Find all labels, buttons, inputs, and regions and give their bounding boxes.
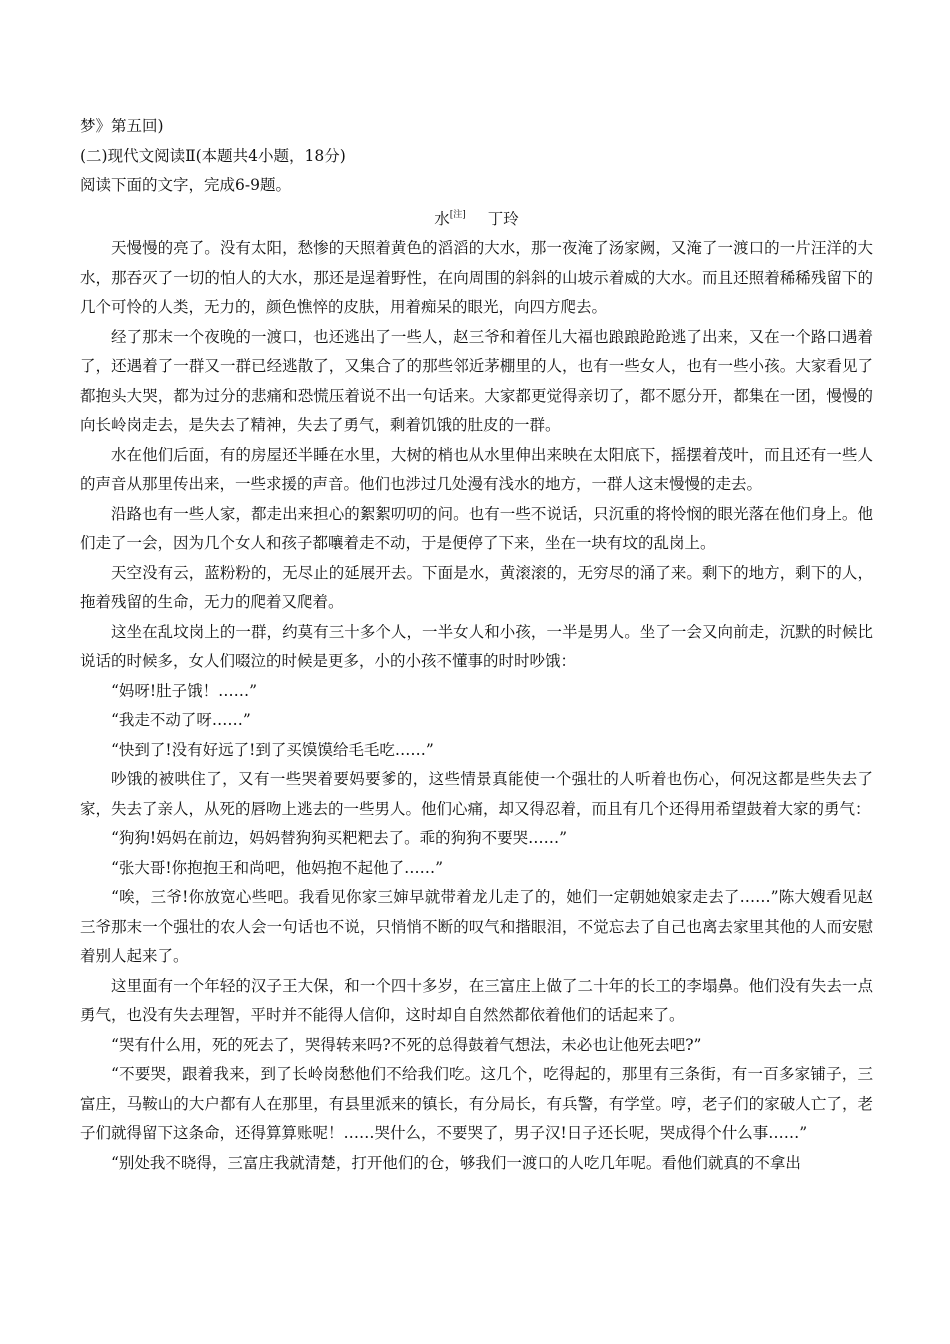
paragraph: “不要哭，跟着我来，到了长岭岗愁他们不给我们吃。这几个，吃得起的，那里有三条街，有一百多家铺子，三富庄，马鞍山的大户都有人在那里，有县里派来的镇长，有分局长，有兵警，有学堂。哼，老子们的家破人亡了，老子们就得留下这条命，还得算算账呢！……哭什么，不要哭了，男子汉!日子还长呢，哭成得个什么事……” bbox=[80, 1065, 873, 1142]
paragraph: 天空没有云，蓝粉粉的，无尽止的延展开去。下面是水，黄滚滚的，无穷尽的涌了来。剩下的地方，剩下的人，拖着残留的生命，无力的爬着又爬着。 bbox=[80, 563, 873, 611]
document-page bbox=[80, 112, 873, 1178]
paragraph: 天慢慢的亮了。没有太阳，愁惨的天照着黄色的滔滔的大水，那一夜淹了汤家阙，又淹了一渡口的一片汪洋的大水，那吞灭了一切的怕人的大水，那还是逞着野性，在向周围的斜斜的山坡示着威的大水。而且还照着稀稀残留下的几个可怜的人类，无力的，颜色憔悴的皮肤，用着痴呆的眼光，向四方爬去。 bbox=[80, 239, 873, 316]
article-title bbox=[80, 201, 873, 235]
paragraph: 沿路也有一些人家，都走出来担心的絮絮叨叨的问。也有一些不说话，只沉重的将怜悯的眼光落在他们身上。他们走了一会，因为几个女人和孩子都嚷着走不动，于是便停了下来，坐在一块有坟的乱岗上。 bbox=[80, 504, 873, 552]
dialogue-line: “狗狗!妈妈在前边，妈妈替狗狗买粑粑去了。乖的狗狗不要哭……” bbox=[111, 829, 568, 847]
dialogue-line: “快到了!没有好远了!到了买馍馍给毛毛吃……” bbox=[111, 740, 434, 759]
paragraph: 这里面有一个年轻的汉子王大保，和一个四十多岁，在三富庄上做了二十年的长工的李塌鼻。他们没有失去一点勇气，也没有失去理智，平时并不能得人信仰，这时却自自然然都依着他们的话起来了。 bbox=[80, 976, 873, 1024]
paragraph: 经了那末一个夜晚的一渡口，也还逃出了一些人，赵三爷和着侄儿大福也踉踉跄跄逃了出来，又在一个路口遇着了，还遇着了一群又一群已经逃散了，又集合了的那些邻近茅棚里的人，也有一些女人，也有一些小孩。大家看见了都抱头大哭，都为过分的悲痛和恐慌压着说不出一句话来。大家都更觉得亲切了，都不愿分开，都集在一团，慢慢的向长岭岗走去，是失去了精神，失去了勇气，剩着饥饿的肚皮的一群。 bbox=[80, 327, 873, 434]
paragraph: 这坐在乱坟岗上的一群，约莫有三十多个人，一半女人和小孩，一半是男人。坐了一会又向前走，沉默的时候比说话的时候多，女人们啜泣的时候是更多，小的小孩不懂事的时时吵饿： bbox=[80, 622, 873, 670]
title-text: 水 bbox=[434, 209, 450, 228]
paragraph: “别处我不晓得，三富庄我就清楚，打开他们的仓，够我们一渡口的人吃几年呢。看他们就真的不拿出 bbox=[111, 1153, 801, 1172]
paragraph: 水在他们后面，有的房屋还半睡在水里，大树的梢也从水里伸出来映在太阳底下，摇摆着茂叶，而且还有一些人的声音从那里传出来，一些求援的声音。他们也涉过几处漫有浅水的地方，一群人这末慢慢的走去。 bbox=[80, 445, 873, 493]
title-note-marker: [注] bbox=[449, 209, 466, 220]
paragraph: “唉，三爷!你放宽心些吧。我看见你家三婶早就带着龙儿走了的，她们一定朝她娘家走去了……”陈大嫂看见赵三爷那末一个强壮的农人会一句话也不说，只悄悄不断的叹气和揩眼泪，不觉忘去了自己也离去家里其他的人而安慰着别人起来了。 bbox=[80, 888, 873, 965]
paragraph: 吵饿的被哄住了，又有一些哭着要妈要爹的，这些情景真能使一个强壮的人听着也伤心，何况这都是些失去了家，失去了亲人，从死的唇吻上逃去的一些男人。他们心痛，却又得忍着，而且有几个还得用希望鼓着大家的勇气： bbox=[80, 770, 873, 818]
author-name: 丁玲 bbox=[487, 209, 519, 228]
instruction-line: 阅读下面的文字，完成6-9题。 bbox=[80, 176, 291, 194]
dialogue-line: “妈呀!肚子饿！……” bbox=[111, 681, 258, 700]
dialogue-line: “哭有什么用，死的死去了，哭得转来吗?不死的总得鼓着气想法，未必也让他死去吧?” bbox=[111, 1035, 702, 1054]
section-heading: (二)现代文阅读Ⅱ(本题共4小题，18分) bbox=[80, 146, 346, 165]
dialogue-line: “张大哥!你抱抱王和尚吧，他妈抱不起他了……” bbox=[111, 858, 444, 877]
dialogue-line: “我走不动了呀……” bbox=[111, 711, 251, 729]
header-line: 梦》第五回) bbox=[80, 117, 164, 135]
